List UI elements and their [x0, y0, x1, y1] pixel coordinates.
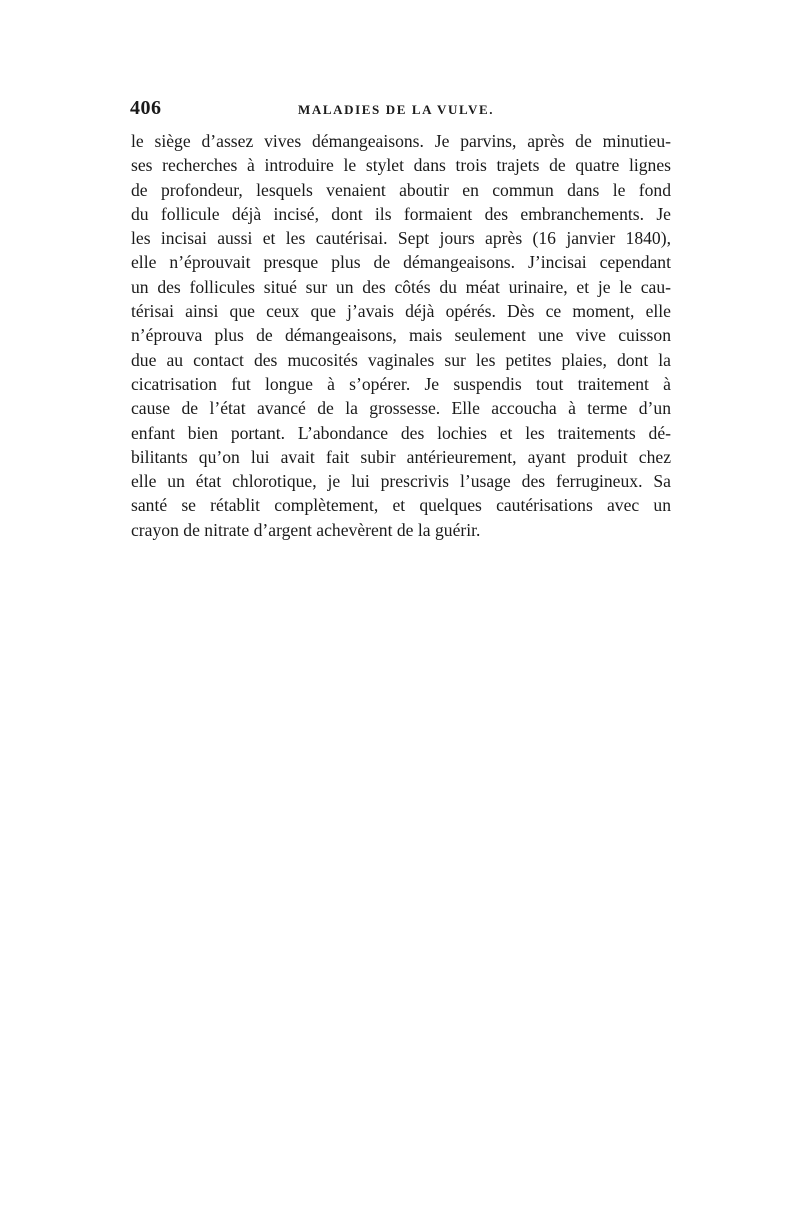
text-line: cicatrisation fut longue à s’opérer. Je suspendis tout traitement à	[131, 373, 671, 394]
text-line: cause de l’état avancé de la grossesse. Elle accoucha à terme d’un	[131, 398, 671, 419]
text-line: un des follicules situé sur un des côtés du méat urinaire, et je le cau-	[131, 276, 671, 297]
running-head	[130, 97, 670, 121]
text-line: bilitants qu’on lui avait fait subir antérieurement, ayant produit chez	[131, 446, 671, 467]
body-paragraph	[131, 129, 671, 542]
text-line: enfant bien portant. L’abondance des lochies et les traitements dé-	[131, 422, 671, 443]
running-title: MALADIES DE LA VULVE.	[298, 102, 495, 117]
text-line-last: crayon de nitrate d’argent achevèrent de la guérir.	[131, 519, 481, 540]
text-line: térisai ainsi que ceux que j’avais déjà opérés. Dès ce moment, elle	[131, 301, 671, 322]
text-line: due au contact des mucosités vaginales sur les petites plaies, dont la	[131, 349, 671, 370]
text-line: du follicule déjà incisé, dont ils formaient des embranchements. Je	[131, 203, 671, 224]
text-line: elle un état chlorotique, je lui prescrivis l’usage des ferrugineux. Sa	[131, 471, 671, 492]
text-line: le siège d’assez vives démangeaisons. Je parvins, après de minutieu-	[131, 131, 671, 151]
text-line: les incisai aussi et les cautérisai. Sept jours après (16 janvier 1840),	[131, 228, 671, 249]
text-line: n’éprouva plus de démangeaisons, mais seulement une vive cuisson	[131, 325, 671, 346]
text-line: ses recherches à introduire le stylet dans trois trajets de quatre lignes	[131, 155, 671, 176]
text-line: de profondeur, lesquels venaient aboutir en commun dans le fond	[131, 179, 671, 200]
text-line: elle n’éprouvait presque plus de démangeaisons. J’incisai cependant	[131, 252, 671, 273]
page-number: 406	[130, 97, 162, 119]
text-line: santé se rétablit complètement, et quelques cautérisations avec un	[131, 495, 671, 516]
